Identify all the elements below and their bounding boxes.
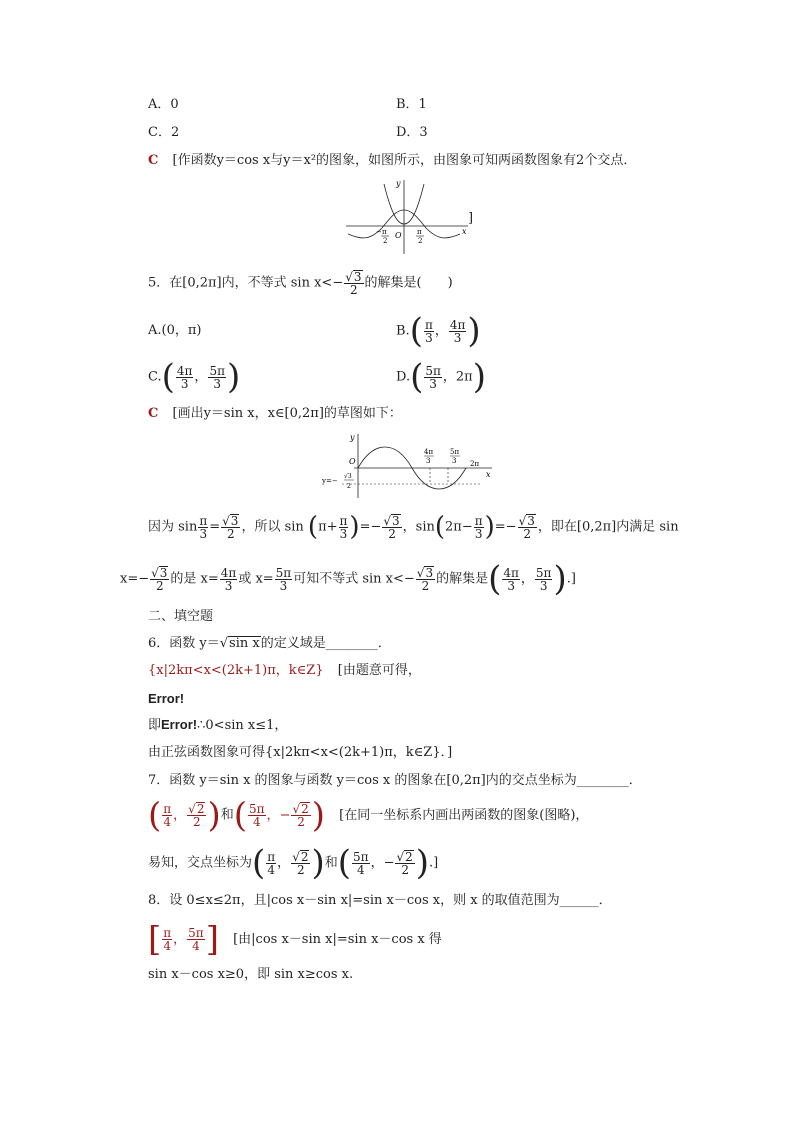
fig1-pos-pi: π <box>417 228 422 236</box>
fig2-4pi-den: 3 <box>426 457 431 465</box>
fig2-x-label: x <box>486 470 491 479</box>
fig1-neg-pi: π <box>382 228 387 236</box>
q5-explanation-intro: [画出y＝sin x，x∈[0,2π]的草图如下： <box>172 406 402 421</box>
q7-question: 7．函数 y＝sin x 的图象与函数 y＝cos x 的图象在[0,2π]内的交点坐标为________． <box>148 773 642 788</box>
q5-option-c: C.( $\frac{4\pi}{3}$ ， $\frac{5\pi}{3}$ ) <box>148 357 241 397</box>
q6-question: 6．函数 y＝√sin x的定义域是________． <box>148 636 391 651</box>
q5-exp-line2: x=− $\frac{√3}{2}$ 的是 x= $\frac{4\pi}{3}$ 或 x= $\frac{5\pi}{3}$ 可知不等式 sin x<− $\frac{√3}{2}$ 的解集是( $\frac{4\pi}{3}$ ， $\frac{5\pi}{3}$ ).] <box>120 559 576 599</box>
q5-option-d: D.( $\frac{5\pi}{3}$ ，2π) <box>396 357 486 397</box>
q4-option-c: C．2 <box>148 125 180 140</box>
q7-answer-2: ( $\frac{5\pi}{4}$ ，− $\frac{√2}{2}$ ) <box>233 795 326 835</box>
q5-option-a: A.(0，π) <box>148 323 202 338</box>
q7-answer-line: ( $\frac{\pi}{4}$ ， $\frac{√2}{2}$ )和( $\frac{5\pi}{4}$ ，− $\frac{√2}{2}$ ) [在同一坐标系内画出两函数的图象(图略)， <box>148 795 589 835</box>
neg-sqrt3-over-2: $\frac{√3}{2}$ <box>345 270 362 297</box>
section-title: 二、填空题 <box>148 609 214 624</box>
q4-explanation: [作函数y＝cos x与y＝x²的图象，如图所示，由图象可知两函数图象有2个交点． <box>172 153 637 168</box>
q4-option-a: A．0 <box>148 97 179 112</box>
q4-option-d: D．3 <box>396 125 428 140</box>
q4-answer: C <box>148 153 159 168</box>
fig1-pos-two: 2 <box>418 237 423 245</box>
q7-explanation: [在同一坐标系内画出两函数的图象(图略)， <box>339 807 589 823</box>
fig2-2pi: 2π <box>470 460 480 468</box>
q4-answer-line <box>148 154 636 167</box>
q6-line3: 即Error!∴0<sin x≤1， <box>148 717 288 733</box>
q8-answer: [ $\frac{\pi}{4}$ ， $\frac{5\pi}{4}$ ] <box>148 919 219 959</box>
q6-answer: {x|2kπ<x<(2k+1)π，k∈Z} <box>148 663 324 678</box>
fig1-neg-sign: − <box>376 228 382 236</box>
q5-option-b: B.( $\frac{\pi}{3}$ ， $\frac{4\pi}{3}$ ) <box>396 311 481 351</box>
q8-line3: sin x－cos x≥0，即 sin x≥cos x. <box>148 967 354 982</box>
q4-option-b: B．1 <box>396 97 427 112</box>
sine-sketch-figure <box>320 430 500 500</box>
q7-line2: 易知，交点坐标为( $\frac{\pi}{4}$ ， $\frac{√2}{2}$ )和( $\frac{5\pi}{4}$ ，− $\frac{√2}{2}$ ).] <box>148 843 439 883</box>
q5-question: 5．在[0,2π]内，不等式 sin x<− $\frac{√3}{2}$ 的解集是( ) <box>148 270 453 297</box>
q5-answer: C <box>148 406 159 421</box>
fig2-y-line-label: y=− <box>322 477 338 485</box>
q7-answer: ( $\frac{\pi}{4}$ ， $\frac{√2}{2}$ ) <box>148 795 221 835</box>
fig2-y-label: y <box>350 433 355 442</box>
fig1-neg-two: 2 <box>383 237 388 245</box>
fig1-y-label: y <box>396 179 401 188</box>
q5-exp-line1: 因为 sin $\frac{\pi}{3}$ = $\frac{√3}{2}$ ，所以 sin (π+ $\frac{\pi}{3}$ )=− $\frac{√3}{2}$ ，sin(2π− $\frac{\pi}{3}$ )=− $\frac{√3}{2}$ ，即在[0,2π]内满足 sin <box>148 512 679 542</box>
fig2-sqrt3: √3 <box>344 473 352 480</box>
q6-explanation: [由题意可得， <box>337 663 421 678</box>
q6-error1: Error! <box>148 691 185 706</box>
q5-answer-line <box>148 407 402 420</box>
q4-explanation-close: ] <box>468 211 474 226</box>
fig1-x-label: x <box>462 227 467 236</box>
cos-parabola-figure <box>340 176 480 256</box>
q8-answer-line <box>148 919 442 959</box>
q6-answer-line <box>148 664 421 677</box>
fig1-origin: O <box>395 231 402 240</box>
fig2-4pi: 4π <box>424 448 434 456</box>
fig2-5pi: 5π <box>450 448 460 456</box>
fig2-two: 2 <box>347 483 351 490</box>
q8-question: 8．设 0≤x≤2π，且|cos x－sin x|=sin x－cos x，则 x 的取值范围为______． <box>148 893 612 908</box>
q8-explanation: [由|cos x－sin x|=sin x－cos x 得 <box>233 931 442 947</box>
fig2-5pi-den: 3 <box>452 457 457 465</box>
q6-line4: 由正弦函数图象可得{x|2kπ<x<(2k+1)π，k∈Z}．] <box>148 745 453 760</box>
fig2-origin: O <box>349 457 356 466</box>
